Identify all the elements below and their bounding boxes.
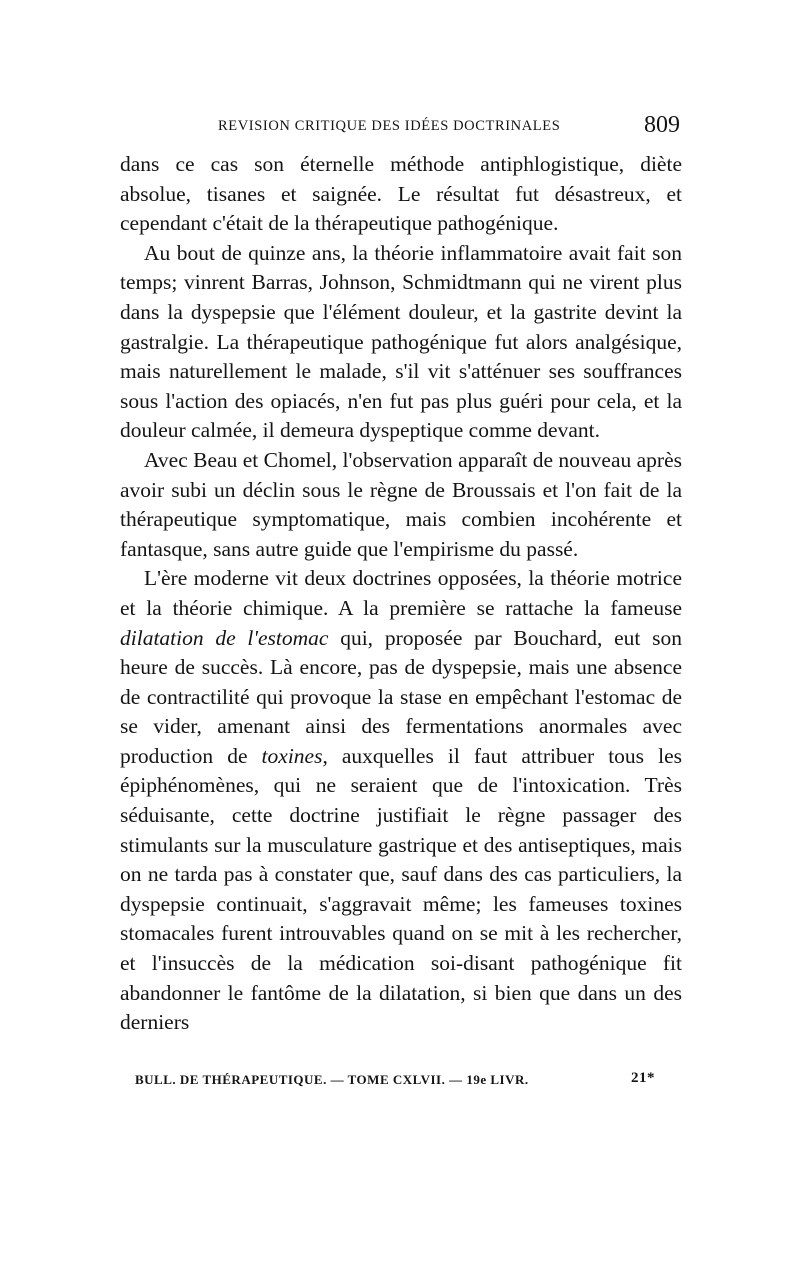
italic-term-dilatation: dilatation de l'estomac <box>120 625 329 650</box>
page <box>120 112 682 1038</box>
signature-mark: 21* <box>631 1070 655 1086</box>
paragraph-4 <box>120 564 682 1038</box>
body-text <box>120 150 682 1038</box>
paragraph-4-text-3: , auxquelles il faut attribuer tous les épiphénomènes, qui ne seraient que de l'intoxication. Très séduisante, cette doctrine justifiait le règne passager des stimulants sur la musculature gastrique et des antiseptiques, mais on ne tarda pas à constater que, sauf dans des cas particuliers, la dyspepsie continuait, s'aggravait même; les fameuses toxines stomacales furent introuvables quand on se mit à les rechercher, et l'insuccès de la médication soi-disant pathogénique fit abandonner le fantôme de la dilatation, si bien que dans un des derniers <box>120 743 682 1035</box>
running-title: REVISION CRITIQUE DES IDÉES DOCTRINALES <box>218 118 561 134</box>
paragraph-3: Avec Beau et Chomel, l'observation apparaît de nouveau après avoir subi un déclin sous le règne de Broussais et l'on fait de la thérapeutique symptomatique, mais combien incohérente et fantasque, sans autre guide que l'empirisme du passé. <box>120 447 682 561</box>
running-head <box>120 112 682 146</box>
paragraph-1: dans ce cas son éternelle méthode antiphlogistique, diète absolue, tisanes et saignée. Le résultat fut désastreux, et cependant c'était de la thérapeutique pathogénique. <box>120 152 682 236</box>
page-number: 809 <box>644 112 680 138</box>
paragraph-2: Au bout de quinze ans, la théorie inflammatoire avait fait son temps; vinrent Barras, Johnson, Schmidtmann qui ne virent plus dans la dyspepsie que l'élément douleur, et la gastrite devint la gastralgie. La thérapeutique pathogénique fut alors analgésique, mais naturellement le malade, s'il vit s'atténuer ses souffrances sous l'action des opiacés, n'en fut pas plus guéri pour cela, et la douleur calmée, il demeura dyspeptique comme devant. <box>120 240 682 443</box>
footer-text: BULL. DE THÉRAPEUTIQUE. — TOME CXLVII. — 19e LIVR. <box>135 1072 529 1087</box>
paragraph-4-text-2: qui, proposée par Bouchard, eut son heure de succès. Là encore, pas de dyspepsie, mais une absence de contractilité qui provoque la stase en empêchant l'estomac de se vider, amenant ainsi des fermentations anormales avec production de <box>120 625 682 768</box>
paragraph-4-text-1: L'ère moderne vit deux doctrines opposées, la théorie motrice et la théorie chimique. A la première se rattache la fameuse <box>120 566 682 620</box>
italic-term-toxines: toxines <box>261 743 323 768</box>
footer <box>135 1070 675 1092</box>
